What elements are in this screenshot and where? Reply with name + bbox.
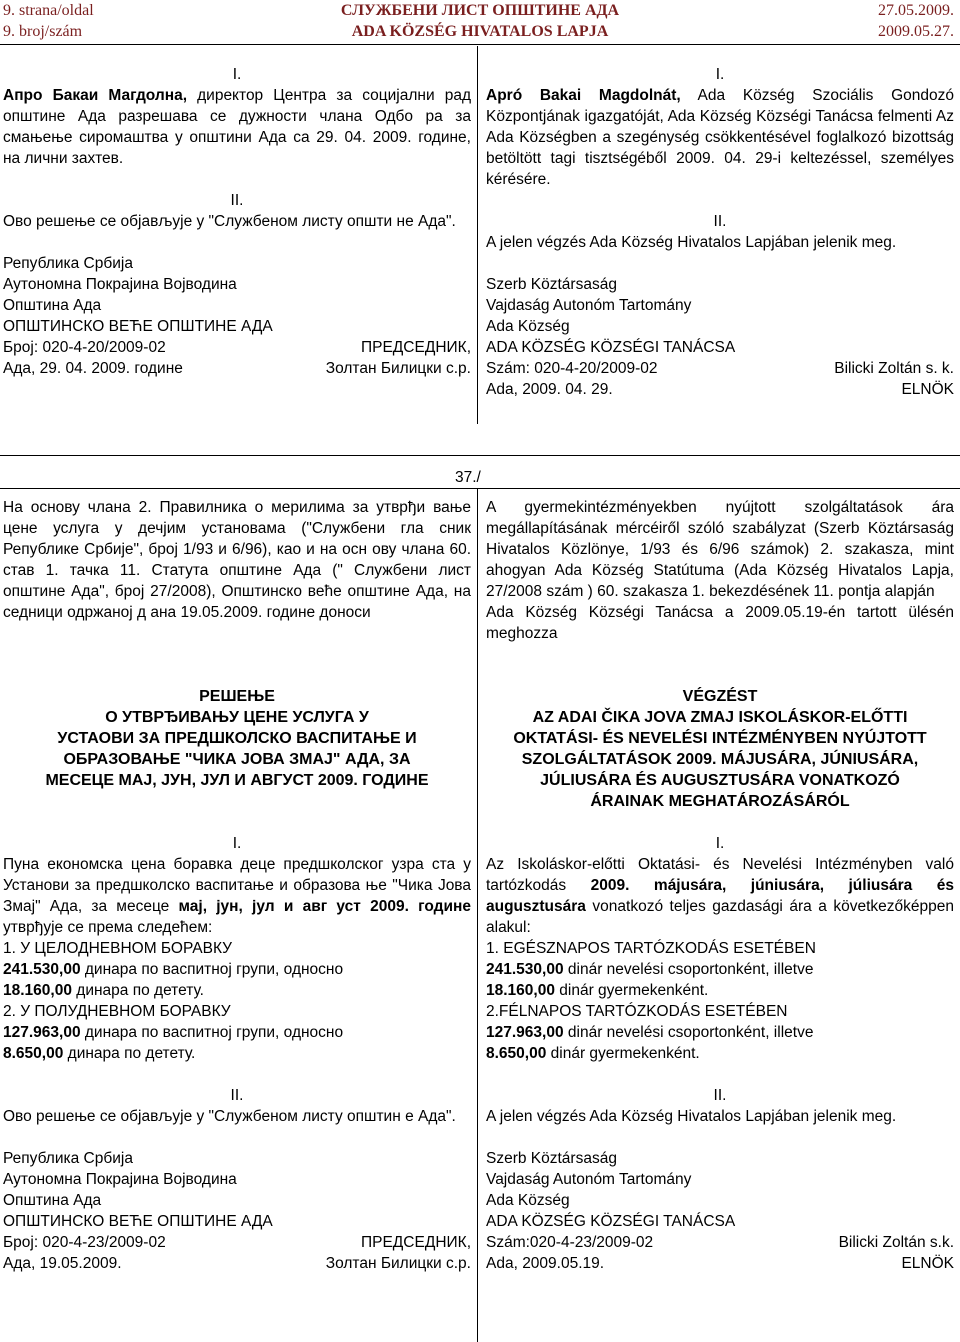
signature-line: Општина Ада bbox=[3, 1192, 102, 1209]
section-heading: I. bbox=[232, 835, 242, 852]
intro-paragraph: A gyermekintézményekben nyújtott szolgáltatások ára megállapításának mércéiről szóló szabályzat (Szerb Köztársaság Hivatalos Közlönye, 1/93 és 6/96 számok) 2. szakasza, mint ahogyan Ada Község Statútuma (Ada Község Hivatalos Lapja, 27/2008 szám ) 60. szakasza 1. bekezdésének 11. pontja alapján bbox=[486, 499, 954, 600]
signature-line: Општина Ада bbox=[3, 297, 102, 314]
signature-line: Ada Község bbox=[486, 318, 570, 335]
signature-line: Ada Község bbox=[486, 1192, 570, 1209]
paragraph: Ово решење се објављује у "Службеном листу општин е Ада". bbox=[3, 1108, 456, 1125]
signature-line: ОПШТИНСКО ВЕЋЕ ОПШТИНЕ АДА bbox=[3, 1213, 273, 1230]
price-line: 241.530,00 динара по васпитној групи, односно bbox=[3, 961, 344, 978]
intro-paragraph-2: Ada Község Községi Tanácsa a 2009.05.19-én tartott ülésén meghozza bbox=[486, 604, 954, 642]
date-hu: 2009.05.27. bbox=[878, 23, 954, 40]
signature-row: Број: 020-4-20/2009-02 ПРЕДСЕДНИК, bbox=[3, 339, 471, 356]
date-sr: 27.05.2009. bbox=[878, 2, 954, 19]
section-heading: I. bbox=[232, 66, 242, 83]
signature-line: Szerb Köztársaság bbox=[486, 1150, 617, 1167]
header-right bbox=[878, 0, 954, 42]
signature-line: ОПШТИНСКО ВЕЋЕ ОПШТИНЕ АДА bbox=[3, 318, 273, 335]
price-line: 127.963,00 динара по васпитној групи, односно bbox=[3, 1024, 344, 1041]
paragraph: A jelen végzés Ada Község Hivatalos Lapjában jelenik meg. bbox=[486, 234, 897, 251]
signature-line: Vajdaság Autonóm Tartomány bbox=[486, 297, 692, 314]
signature-line: ADA KÖZSÉG KÖZSÉGI TANÁCSA bbox=[486, 1213, 736, 1230]
price-line: 8.650,00 dinár gyermekenként. bbox=[486, 1045, 700, 1062]
paragraph: Az Iskoláskor-előtti Oktatási- és Nevelési Intézményben való tartózkodás 2009. májusára, júniusára, júliusára és augusztusára vonatkozó teljes gazdasági ára a következőképpen alakul: bbox=[486, 856, 954, 936]
signature-line: Република Србија bbox=[3, 1150, 133, 1167]
section-heading: II. bbox=[713, 213, 727, 230]
issue-number-sr: 9. broj/szám bbox=[3, 23, 83, 40]
document-number: 37./ bbox=[455, 469, 481, 486]
section-heading: I. bbox=[715, 66, 725, 83]
intro-paragraph: На основу члана 2. Правилника о мерилима за утврђи вање цене услуга у дечјим установама ("Службени гла сник Републике Србије", број 1/93 и 6/96), као и на осн ову члана 60. став 1. тачка 11. Статута општине Ада (" Службени лист општине Ада", број 27/2008), Општинско веће општине Ада, на седници одржаној д ана 19.05.2009. године доноси bbox=[3, 499, 471, 621]
signature-line: Vajdaság Autonóm Tartomány bbox=[486, 1171, 692, 1188]
publication-title-sr: СЛУЖБЕНИ ЛИСТ ОПШТИНЕ АДА bbox=[340, 2, 620, 19]
section-heading: I. bbox=[715, 835, 725, 852]
price-line: 8.650,00 динара по детету. bbox=[3, 1045, 196, 1062]
bottom-section-sr bbox=[3, 497, 471, 1274]
price-line: 18.160,00 динара по детету. bbox=[3, 982, 204, 999]
decision-title: VÉGZÉST AZ ADAI ČIKA JOVA ZMAJ ISKOLÁSKOR-ELŐTTI OKTATÁSI- ÉS NEVELÉSI INTÉZMÉNYBEN NYÚJTOTT SZOLGÁLTATÁSOK 2009. MÁJUSÁRA, JÚNIUSÁRA, JÚLIUSÁRA ÉS AUGUSZTUSÁRA VONATKOZÓ ÁRAINAK MEGHATÁROZÁSÁRÓL bbox=[513, 688, 927, 810]
signature-row: Број: 020-4-23/2009-02 ПРЕДСЕДНИК, bbox=[3, 1234, 471, 1251]
price-line: 127.963,00 dinár nevelési csoportonként, illetve bbox=[486, 1024, 814, 1041]
separator-line bbox=[0, 488, 960, 489]
price-line: 18.160,00 dinár gyermekenként. bbox=[486, 982, 709, 999]
section-heading: II. bbox=[713, 1087, 727, 1104]
paragraph: Пуна економска цена боравка деце предшколског узра ста у Установи за предшколско васпитање и образова ње "Чика Јова Змај" Ада, за месеце мај, јун, јул и авг уст 2009. године утврђује се према следећем: bbox=[3, 856, 471, 936]
signature-line: ADA KÖZSÉG KÖZSÉGI TANÁCSA bbox=[486, 339, 736, 356]
signature-line: Аутономна Покрајина Војводина bbox=[3, 1171, 237, 1188]
signature-row: Ада, 29. 04. 2009. године Золтан Билицки с.р. bbox=[3, 360, 471, 377]
header-center bbox=[0, 0, 960, 42]
signature-line: Szerb Köztársaság bbox=[486, 276, 617, 293]
list-item: 2. У ПОЛУДНЕВНОМ БОРАВКУ bbox=[3, 1003, 231, 1020]
bold-name: Апро Бакаи Магдолна, bbox=[3, 87, 188, 104]
signature-row: Ada, 2009. 04. 29. ELNÖK bbox=[486, 381, 954, 398]
column-divider-bottom bbox=[477, 488, 478, 1342]
top-section-hu bbox=[486, 64, 954, 400]
page-number-sr: 9. strana/oldal bbox=[3, 2, 94, 19]
column-divider-top bbox=[477, 46, 478, 424]
page-header bbox=[0, 0, 960, 45]
list-item: 1. У ЦЕЛОДНЕВНОМ БОРАВКУ bbox=[3, 940, 232, 957]
signature-row: Ada, 2009.05.19. ELNÖK bbox=[486, 1255, 954, 1272]
section-heading: II. bbox=[230, 1087, 244, 1104]
list-item: 1. EGÉSZNAPOS TARTÓZKODÁS ESETÉBEN bbox=[486, 940, 816, 957]
signature-line: Аутономна Покрајина Војводина bbox=[3, 276, 237, 293]
paragraph: Апро Бакаи Магдолна, директор Центра за социјални рад општине Ада разрешава се дужности члана Одбо ра за смањење сиромаштва у општини Ада са 29. 04. 2009. године, на лични захтев. bbox=[3, 87, 471, 167]
signature-row: Ада, 19.05.2009. Золтан Билицки с.р. bbox=[3, 1255, 471, 1272]
paragraph: A jelen végzés Ada Község Hivatalos Lapjában jelenik meg. bbox=[486, 1108, 897, 1125]
signature-row: Szám: 020-4-20/2009-02 Bilicki Zoltán s. k. bbox=[486, 360, 954, 377]
list-item: 2.FÉLNAPOS TARTÓZKODÁS ESETÉBEN bbox=[486, 1003, 788, 1020]
top-section-sr bbox=[3, 64, 471, 379]
publication-title-hu: ADA KÖZSÉG HIVATALOS LAPJA bbox=[351, 23, 609, 40]
price-line: 241.530,00 dinár nevelési csoportonként, illetve bbox=[486, 961, 814, 978]
paragraph: Apró Bakai Magdolnát, Ada Község Szociális Gondozó Központjának igazgatóját, Ada Község Községi Tanácsa felmenti Az Ada Községben a szegénység csökkentésével foglalkozó bizottság betöltött tagi tisztségéből 2009. 04. 29-i keltezéssel, személyes kérésére. bbox=[486, 87, 954, 188]
separator-line bbox=[0, 455, 960, 456]
signature-row: Szám:020-4-23/2009-02 Bilicki Zoltán s.k. bbox=[486, 1234, 954, 1251]
bold-name: Apró Bakai Magdolnát, bbox=[486, 87, 681, 104]
bottom-section-hu bbox=[486, 497, 954, 1274]
decision-title: РЕШЕЊЕ О УТВРЂИВАЊУ ЦЕНЕ УСЛУГА У УСТАОВИ ЗА ПРЕДШКОЛСКО ВАСПИТАЊЕ И ОБРАЗОВАЊЕ "ЧИКА ЈОВА ЗМАЈ" АДА, ЗА МЕСЕЦЕ МАЈ, ЈУН, ЈУЛ И АВГУСТ 2009. ГОДИНЕ bbox=[45, 688, 429, 789]
section-heading: II. bbox=[230, 192, 244, 209]
signature-line: Република Србија bbox=[3, 255, 133, 272]
paragraph: Ово решење се објављује у "Службеном листу општи не Ада". bbox=[3, 213, 456, 230]
